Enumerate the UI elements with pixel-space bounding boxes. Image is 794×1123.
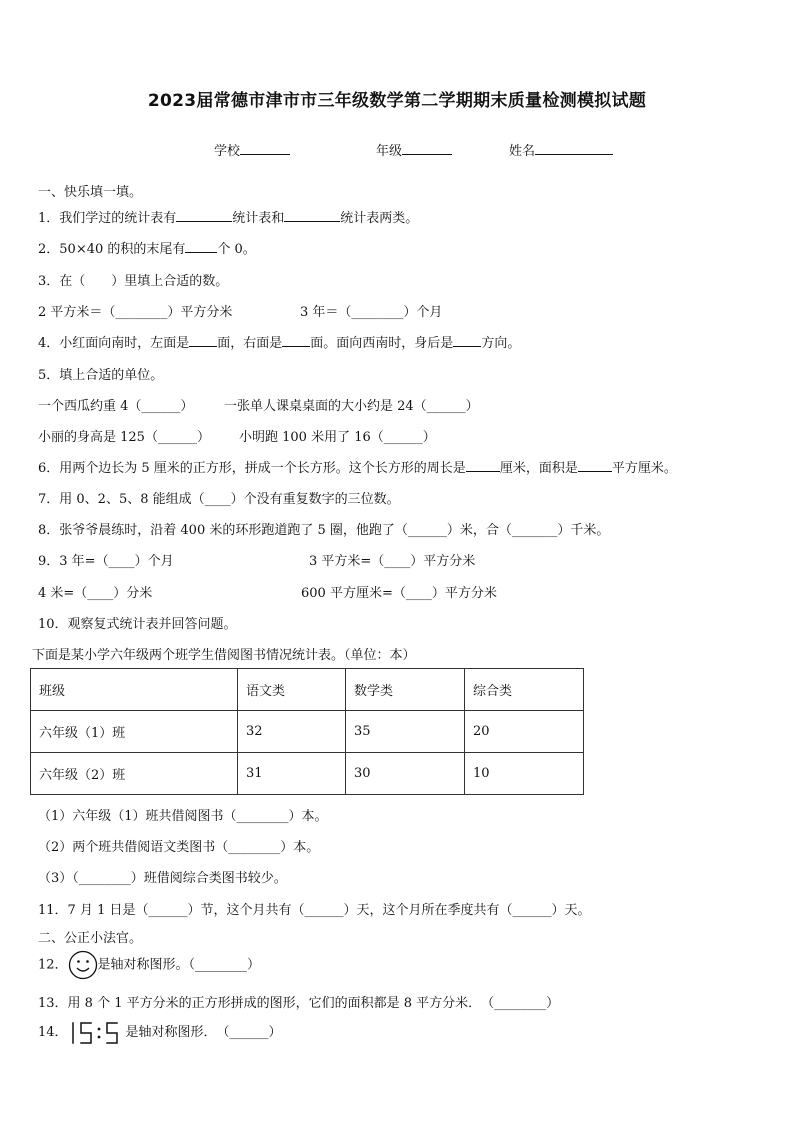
q12-text: 是轴对称图形。（________） bbox=[97, 957, 261, 973]
q12-number: 12． bbox=[38, 957, 68, 973]
q9-item-a: 9．3 年=（____）个月 bbox=[38, 554, 174, 569]
q9-item-c: 4 米=（____）分米 bbox=[38, 586, 153, 601]
q2-text-b: 个 0。 bbox=[217, 242, 256, 257]
smiley-face-icon bbox=[68, 950, 98, 980]
question-11: 11．7 月 1 日是（______）节，这个月共有（______）天，这个月所在季度共有（______）天。 bbox=[38, 903, 591, 918]
question-12 bbox=[38, 950, 260, 980]
q9-item-d: 600 平方厘米=（____）平方分米 bbox=[301, 586, 497, 601]
q5-item-c: 小丽的身高是 125（______） bbox=[38, 430, 210, 445]
q9-item-b: 3 平方米=（____）平方分米 bbox=[309, 554, 476, 569]
school-field bbox=[214, 140, 290, 159]
table-row bbox=[31, 711, 584, 753]
q1-blank-2[interactable] bbox=[284, 207, 340, 222]
question-14 bbox=[38, 1020, 282, 1046]
q4-text-d: 方向。 bbox=[481, 336, 521, 351]
question-7: 7．用 0、2、5、8 能组成（____）个没有重复数字的三位数。 bbox=[38, 492, 400, 507]
q5-item-b: 一张单人课桌桌面的大小约是 24（______） bbox=[224, 399, 479, 414]
q6-text-b: 厘米，面积是 bbox=[499, 461, 578, 476]
q1-text-c: 统计表两类。 bbox=[340, 211, 419, 226]
question-8: 8．张爷爷晨练时，沿着 400 米的环形跑道跑了 5 圈，他跑了（______）米，合（_______）千米。 bbox=[38, 523, 610, 538]
section-1-heading: 一、快乐填一填。 bbox=[38, 185, 143, 200]
q6-blank-1[interactable] bbox=[466, 457, 500, 472]
table-cell: 六年级（1）班 bbox=[31, 711, 238, 753]
table-header-cell: 语文类 bbox=[238, 669, 346, 711]
table-cell: 10 bbox=[465, 753, 584, 795]
table-header-cell: 班级 bbox=[31, 669, 238, 711]
q1-text-a: 1．我们学过的统计表有 bbox=[38, 211, 177, 226]
name-field bbox=[509, 140, 613, 159]
q3-item-left: 2 平方米＝（________）平方分米 bbox=[38, 305, 233, 320]
q3-item-right: 3 年＝（________）个月 bbox=[300, 305, 443, 320]
q10-sub-2: （2）两个班共借阅语文类图书（________）本。 bbox=[38, 840, 320, 855]
question-13: 13．用 8 个 1 平方分米的正方形拼成的图形，它们的面积都是 8 平方分米． （________） bbox=[38, 996, 560, 1011]
q4-blank-2[interactable] bbox=[282, 332, 310, 347]
name-label: 姓名 bbox=[509, 144, 536, 159]
name-blank[interactable] bbox=[535, 140, 613, 155]
digital-time-1555-icon bbox=[68, 1021, 126, 1045]
q4-blank-1[interactable] bbox=[189, 332, 217, 347]
table-cell: 35 bbox=[346, 711, 465, 753]
question-4 bbox=[38, 332, 520, 351]
q2-blank[interactable] bbox=[185, 238, 217, 253]
table-cell: 20 bbox=[465, 711, 584, 753]
table-cell: 32 bbox=[238, 711, 346, 753]
q4-text-c: 面。面向西南时，身后是 bbox=[310, 336, 454, 351]
question-3: 3．在（ ）里填上合适的数。 bbox=[38, 274, 229, 289]
q2-text-a: 2．50×40 的积的末尾有 bbox=[38, 242, 186, 257]
page-title: 2023届常德市津市市三年级数学第二学期期末质量检测模拟试题 bbox=[147, 91, 647, 111]
q4-text-a: 4．小红面向南时，左面是 bbox=[38, 336, 190, 351]
q14-number: 14． bbox=[38, 1025, 68, 1040]
grade-label: 年级 bbox=[376, 144, 403, 159]
q6-blank-2[interactable] bbox=[578, 457, 612, 472]
q10-sub-1: （1）六年级（1）班共借阅图书（________）本。 bbox=[38, 809, 328, 824]
table-header-cell: 综合类 bbox=[465, 669, 584, 711]
q5-item-d: 小明跑 100 米用了 16（______） bbox=[239, 430, 436, 445]
grade-field bbox=[376, 140, 452, 159]
q5-item-a: 一个西瓜约重 4（______） bbox=[38, 399, 194, 414]
table-cell: 30 bbox=[346, 753, 465, 795]
table-row bbox=[31, 753, 584, 795]
reading-stats-table bbox=[30, 668, 584, 795]
table-header-row bbox=[31, 669, 584, 711]
q1-text-b: 统计表和 bbox=[232, 211, 285, 226]
table-header-cell: 数学类 bbox=[346, 669, 465, 711]
q4-blank-3[interactable] bbox=[453, 332, 481, 347]
q6-text-c: 平方厘米。 bbox=[611, 461, 677, 476]
school-label: 学校 bbox=[214, 144, 241, 159]
table-cell: 六年级（2）班 bbox=[31, 753, 238, 795]
q10-sub-3: （3）（________）班借阅综合类图书较少。 bbox=[38, 871, 287, 886]
q10-description: 下面是某小学六年级两个班学生借阅图书情况统计表。（单位：本） bbox=[32, 648, 416, 663]
school-blank[interactable] bbox=[240, 140, 290, 155]
q6-text-a: 6．用两个边长为 5 厘米的正方形，拼成一个长方形。这个长方形的周长是 bbox=[38, 461, 466, 476]
question-2 bbox=[38, 238, 256, 257]
q14-text: 是轴对称图形． （______） bbox=[125, 1025, 282, 1040]
section-2-heading: 二、公正小法官。 bbox=[38, 931, 143, 946]
q4-text-b: 面，右面是 bbox=[217, 336, 283, 351]
q1-blank-1[interactable] bbox=[176, 207, 232, 222]
table-cell: 31 bbox=[238, 753, 346, 795]
question-1 bbox=[38, 207, 418, 226]
question-10: 10．观察复式统计表并回答问题。 bbox=[38, 617, 237, 632]
grade-blank[interactable] bbox=[402, 140, 452, 155]
question-6 bbox=[38, 457, 677, 476]
question-5: 5．填上合适的单位。 bbox=[38, 368, 164, 383]
